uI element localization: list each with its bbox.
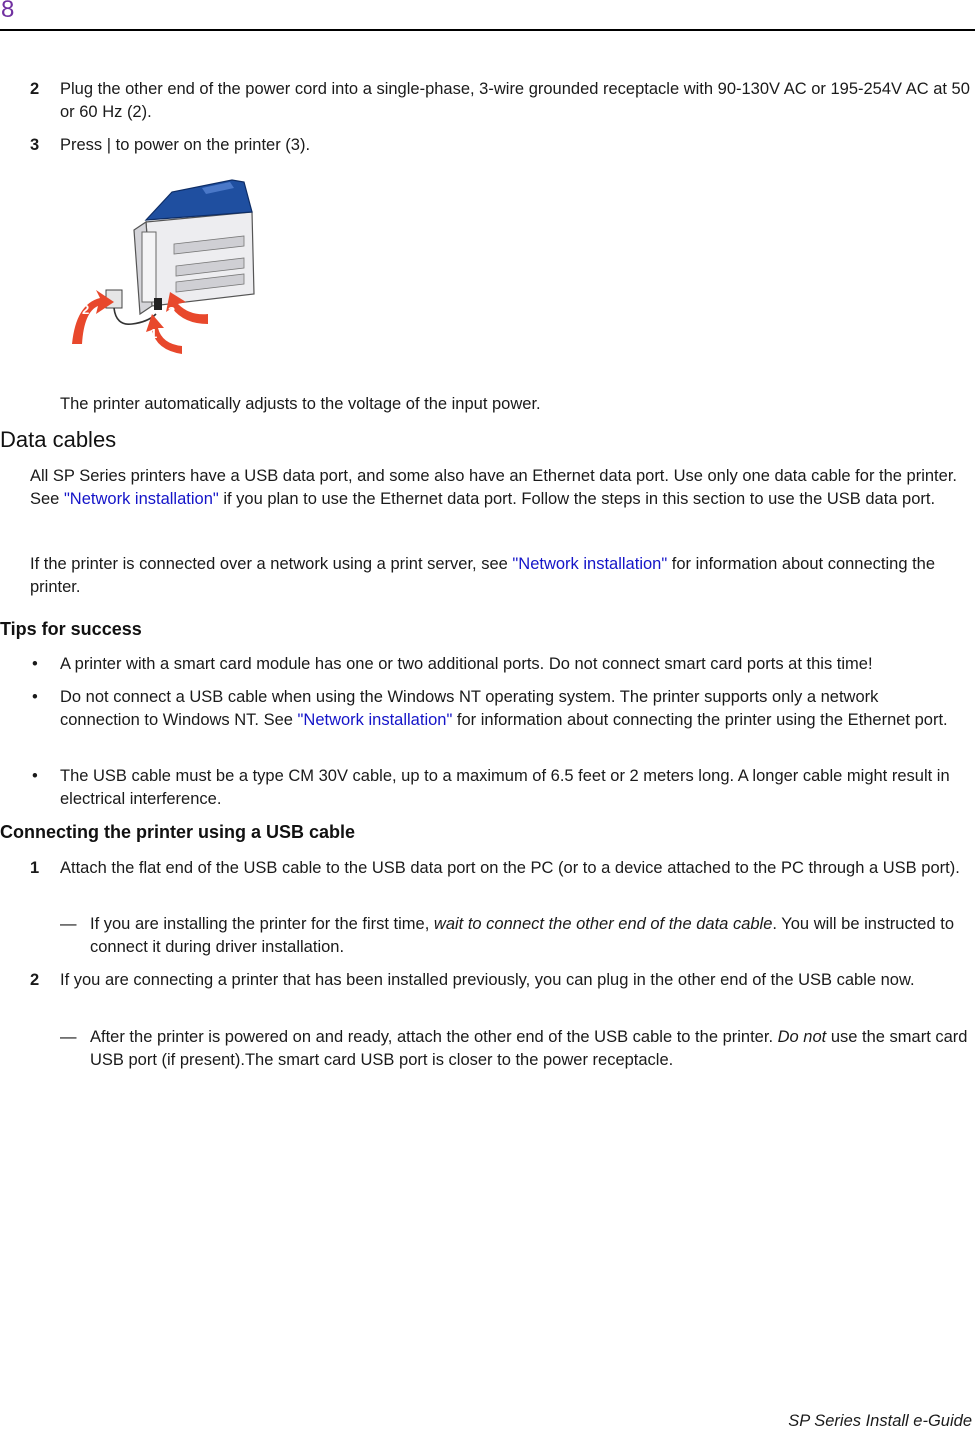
step-number: 3: [30, 136, 40, 154]
dash-marker: —: [60, 915, 77, 933]
step-number: 2: [30, 971, 40, 989]
tip-item: Do not connect a USB cable when using the Windows NT operating system. The printer supports only a network connection to Windows NT. See "Network installation" for information about connecting the printer using the Ethernet port.: [60, 688, 948, 729]
step-number: 1: [30, 859, 40, 877]
power-switch: [154, 298, 162, 310]
label-2: 2: [82, 302, 90, 317]
voltage-note: The printer automatically adjusts to the voltage of the input power.: [60, 395, 541, 413]
bullet-marker: •: [32, 767, 38, 785]
page-number: 8: [1, 0, 15, 23]
footer-title: SP Series Install e-Guide: [788, 1412, 972, 1430]
data-cables-paragraph: All SP Series printers have a USB data port, and some also have an Ethernet data port. Use only one data cable for the printer. See "Network installation" if you plan to use the Ethernet data port. Follow the steps in this section to use the USB data port.: [30, 467, 957, 508]
label-3: 3: [168, 304, 176, 319]
network-installation-link[interactable]: "Network installation": [297, 711, 453, 729]
printer-power-illustration: [62, 174, 282, 358]
step-text: Press | to power on the printer (3).: [60, 136, 311, 154]
dash-marker: —: [60, 1028, 77, 1046]
section-heading: Data cables: [0, 427, 117, 452]
subsection-heading: Connecting the printer using a USB cable: [0, 822, 356, 842]
step-subnote: After the printer is powered on and ready, attach the other end of the USB cable to the printer. Do not use the smart card USB port (if present).The smart card USB port is closer to the power receptacle.: [90, 1028, 968, 1069]
step-subnote: If you are installing the printer for the first time, wait to connect the other end of the data cable. You will be instructed to connect it during driver installation.: [90, 915, 955, 956]
network-installation-link[interactable]: "Network installation": [512, 555, 668, 573]
tip-item: A printer with a smart card module has one or two additional ports. Do not connect smart card ports at this time!: [60, 655, 873, 673]
bullet-marker: •: [32, 688, 38, 706]
printer-panel: [142, 232, 156, 302]
network-installation-link[interactable]: "Network installation": [63, 490, 219, 508]
step-text: If you are connecting a printer that has been installed previously, you can plug in the other end of the USB cable now.: [60, 971, 915, 989]
network-paragraph: If the printer is connected over a network using a print server, see "Network installation" for information about connecting the printer.: [30, 555, 936, 596]
arrow-2: [72, 290, 114, 344]
header-rule: [0, 29, 975, 31]
step-text: Plug the other end of the power cord into a single-phase, 3-wire grounded receptacle with 90-130V AC or 195-254V AC at 50 or 60 Hz (2).: [60, 80, 970, 121]
step-number: 2: [30, 80, 40, 98]
tip-item: The USB cable must be a type CM 30V cable, up to a maximum of 6.5 feet or 2 meters long. A longer cable might result in electrical interference.: [60, 767, 950, 808]
label-1: 1: [150, 326, 158, 341]
subsection-heading: Tips for success: [0, 619, 142, 639]
step-text: Attach the flat end of the USB cable to the USB data port on the PC (or to a device attached to the PC through a USB port).: [60, 859, 960, 877]
bullet-marker: •: [32, 655, 38, 673]
